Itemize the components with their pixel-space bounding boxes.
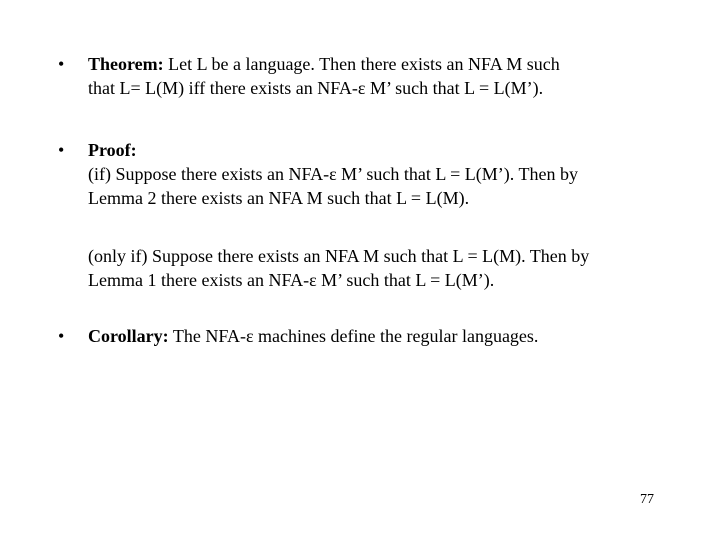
theorem-line-2: that L= L(M) iff there exists an NFA-ε M’ such that L = L(M’).: [88, 78, 544, 98]
theorem-item: [58, 52, 668, 100]
corollary-text: [88, 324, 668, 348]
bullet-icon: •: [58, 140, 65, 160]
proof-if-line-2: Lemma 2 there exists an NFA M such that L = L(M).: [88, 188, 470, 208]
theorem-text: [88, 52, 668, 100]
corollary-line: [88, 324, 668, 348]
corollary-body: The NFA-ε machines define the regular languages.: [168, 326, 539, 346]
proof-label: Proof:: [88, 140, 137, 160]
proof-text: [88, 138, 668, 210]
corollary-label: Corollary:: [88, 326, 169, 346]
proof-only-if-paragraph: [88, 244, 688, 292]
proof-only-if-line-2: Lemma 1 there exists an NFA-ε M’ such that L = L(M’).: [88, 270, 495, 290]
theorem-label: Theorem:: [88, 54, 169, 74]
proof-if-line-1: (if) Suppose there exists an NFA-ε M’ such that L = L(M’). Then by: [88, 164, 578, 184]
theorem-line-1: [88, 52, 668, 76]
proof-item: [58, 138, 668, 210]
bullet-icon: •: [58, 54, 65, 74]
proof-only-if-line-1: (only if) Suppose there exists an NFA M such that L = L(M). Then by: [88, 246, 590, 266]
theorem-line-1-rest: Let L be a language. Then there exists an NFA M such: [168, 54, 560, 74]
corollary-item: [58, 324, 668, 348]
bullet-icon: •: [58, 326, 65, 346]
page-number: 77: [640, 492, 654, 507]
